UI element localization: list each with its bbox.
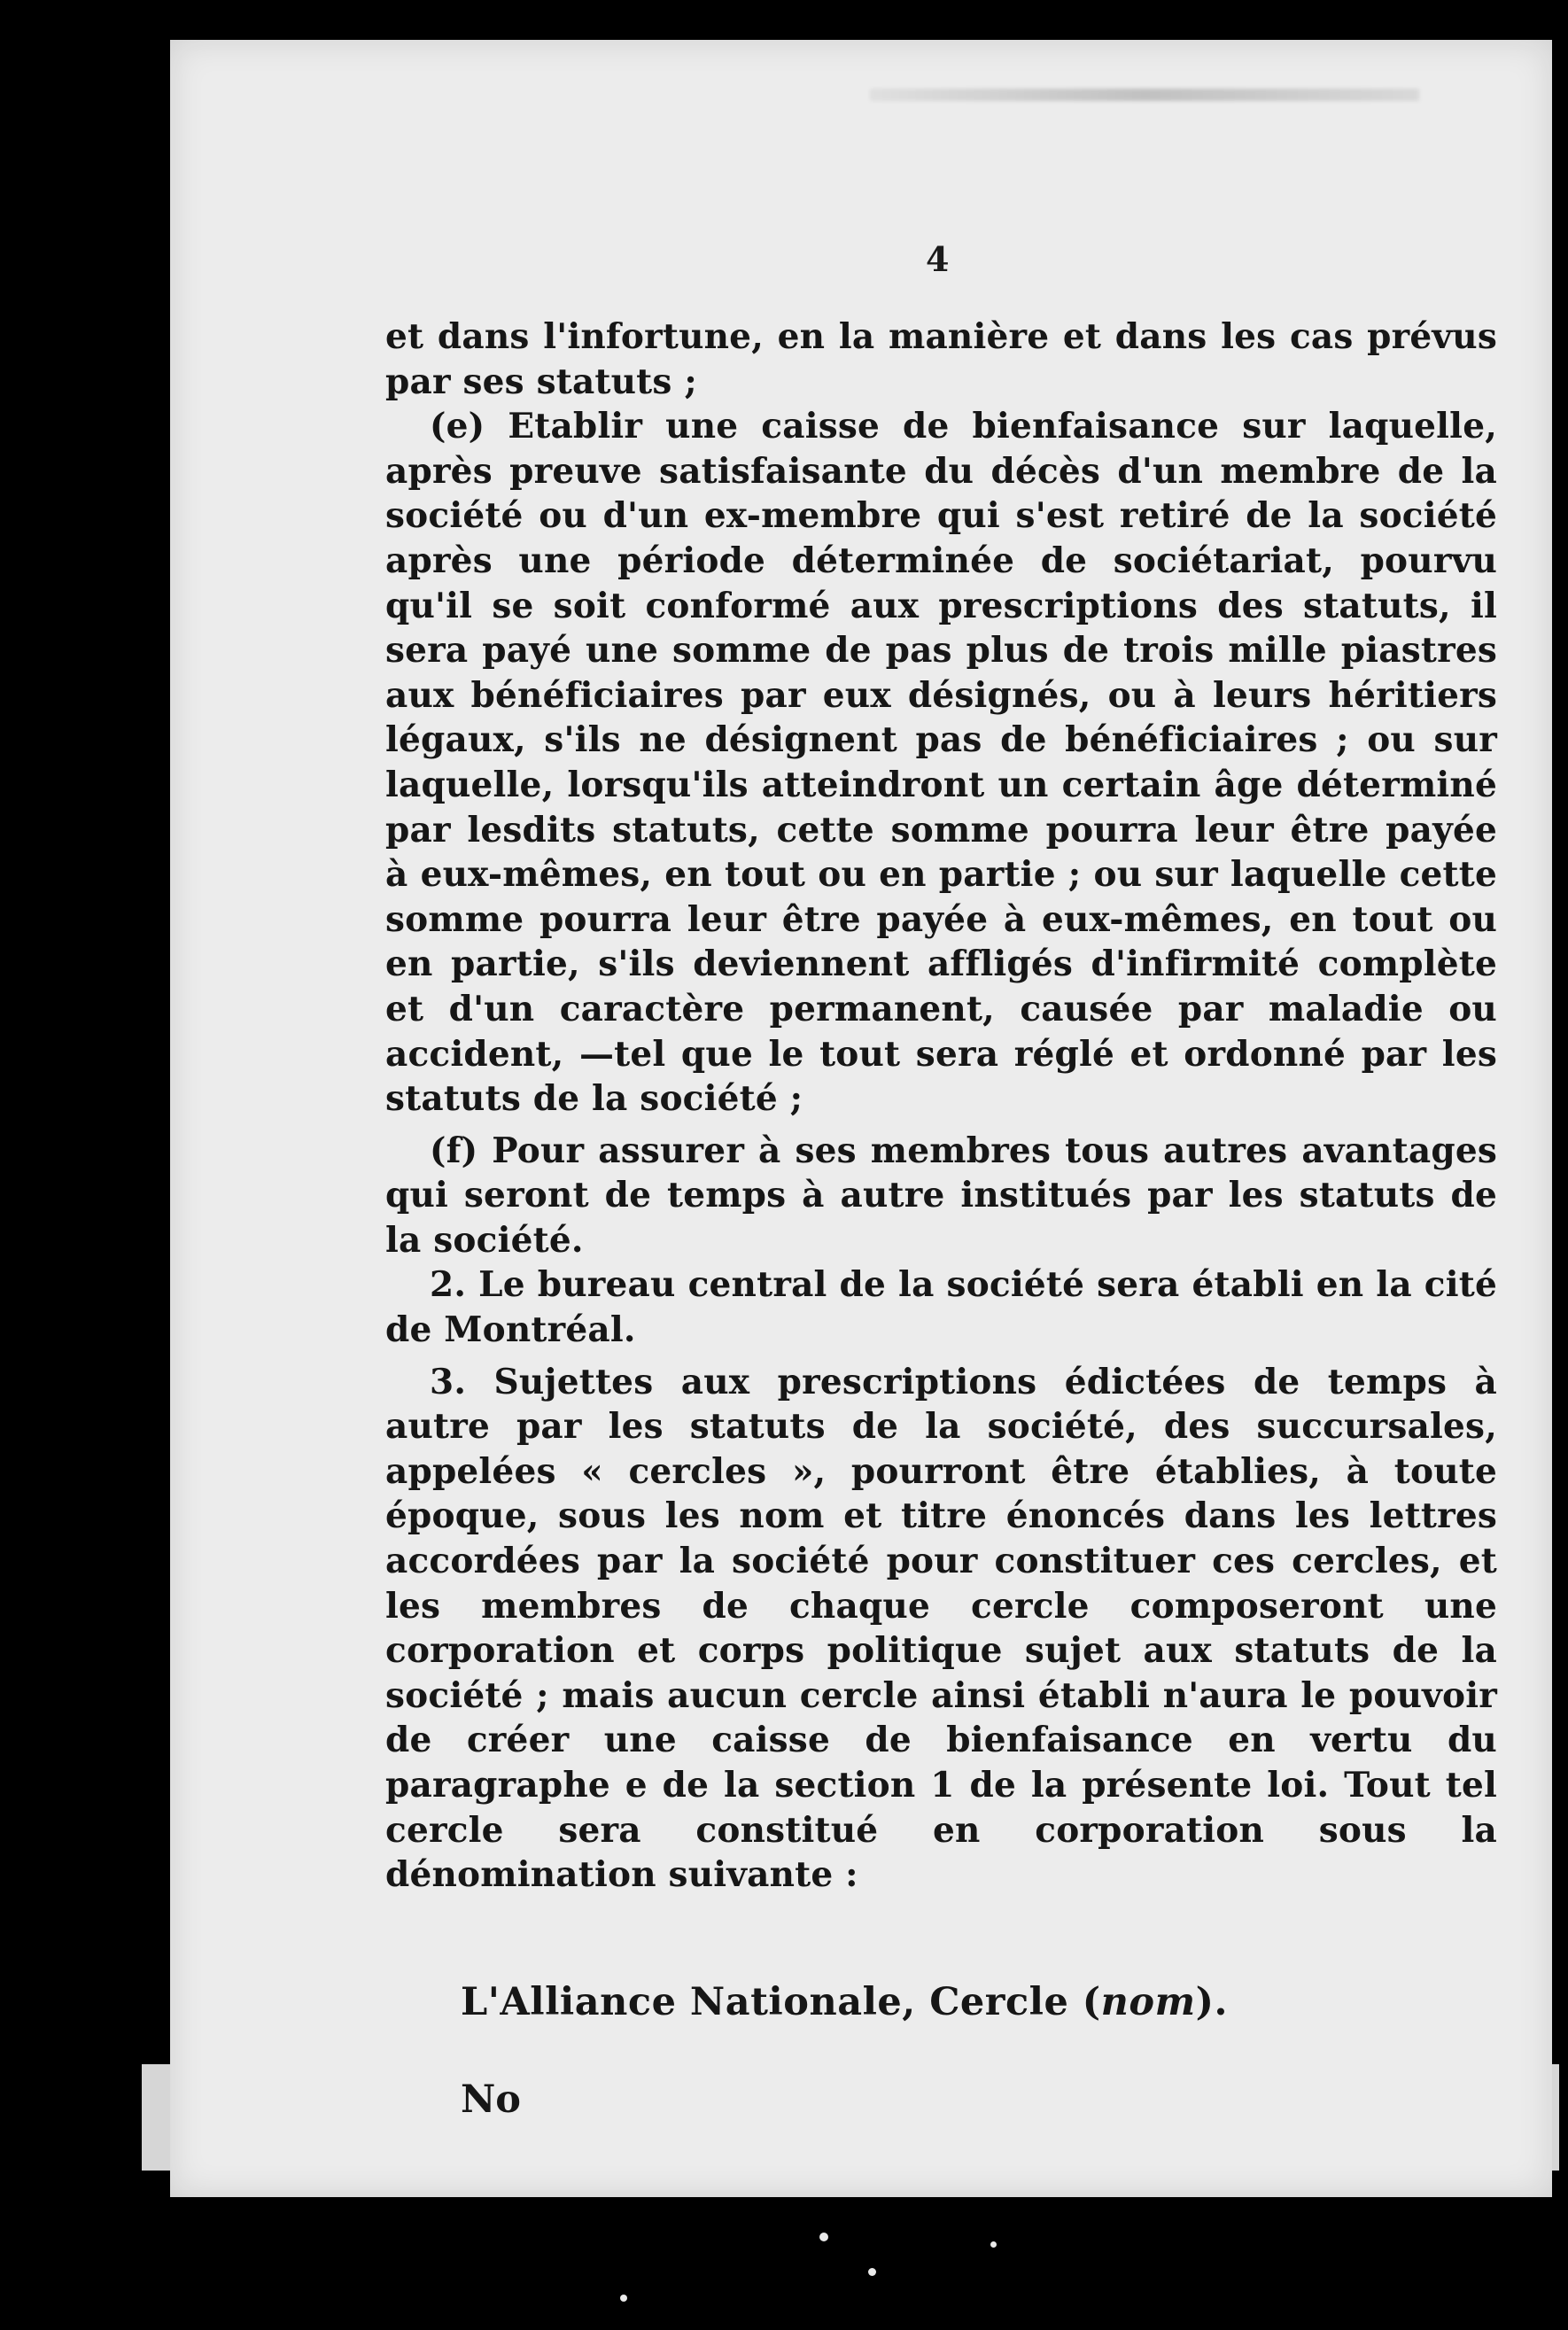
formula-end: ). <box>1195 1980 1228 2024</box>
page-number: 4 <box>926 239 950 279</box>
corporate-name-formula <box>461 1980 1228 2024</box>
formula-italic: nom <box>1100 1980 1196 2024</box>
scan-speck <box>990 2241 997 2248</box>
scan-speck <box>819 2233 828 2241</box>
scan-speck <box>620 2295 627 2302</box>
paragraph-f: (f) Pour assurer à ses membres tous autres avantages qui seront de temps à autre institués par les statuts de la société. <box>385 1130 1497 1261</box>
body-text <box>385 315 1497 1898</box>
section-2: 2. Le bureau central de la société sera établi en la cité de Montréal. <box>385 1264 1497 1351</box>
paragraph-e: (e) Etablir une caisse de bienfaisance sur laquelle, après preuve satisfaisante du décès d'un membre de la société ou d'un ex-membre qui s'est retiré de la société après une période déterminée de sociétariat, pourvu qu'il se soit conformé aux prescriptions des statuts, il sera payé une somme de pas plus de trois mille piastres aux bénéficiaires par eux désignés, ou à leurs héritiers légaux, s'ils ne désignent pas de bénéficiaires ; ou sur laquelle, lorsqu'ils atteindront un certain âge déterminé par lesdits statuts, cette somme pourra leur être payée à eux-mêmes, en tout ou en partie ; ou sur laquelle cette somme pourra leur être payée à eux-mêmes, en tout ou en partie, s'ils deviennent affligés d'infirmité complète et d'un caractère permanent, causée par maladie ou accident, —tel que le tout sera réglé et ordonné par les statuts de la société ; <box>385 406 1497 1120</box>
scan-speck <box>868 2268 876 2276</box>
paragraph-continuation: et dans l'infortune, en la manière et dans les cas prévus par ses statuts ; <box>385 316 1497 402</box>
number-label: No <box>461 2078 521 2122</box>
section-3: 3. Sujettes aux prescriptions édictées de temps à autre par les statuts de la société, des succursales, appelées « cercles », pourront être établies, à toute époque, sous les nom et titre énoncés dans les lettres accordées par la société pour constituer ces cercles, et les membres de chaque cercle composeront une corporation et corps politique sujet aux statuts de la société ; mais aucun cercle ainsi établi n'aura le pouvoir de créer une caisse de bienfaisance en vertu du paragraphe e de la section 1 de la présente loi. Tout tel cercle sera constitué en corporation sous la dénomination suivante : <box>385 1361 1497 1896</box>
show-through-bleed <box>870 89 1419 101</box>
formula-main: L'Alliance Nationale, Cercle ( <box>461 1980 1101 2024</box>
